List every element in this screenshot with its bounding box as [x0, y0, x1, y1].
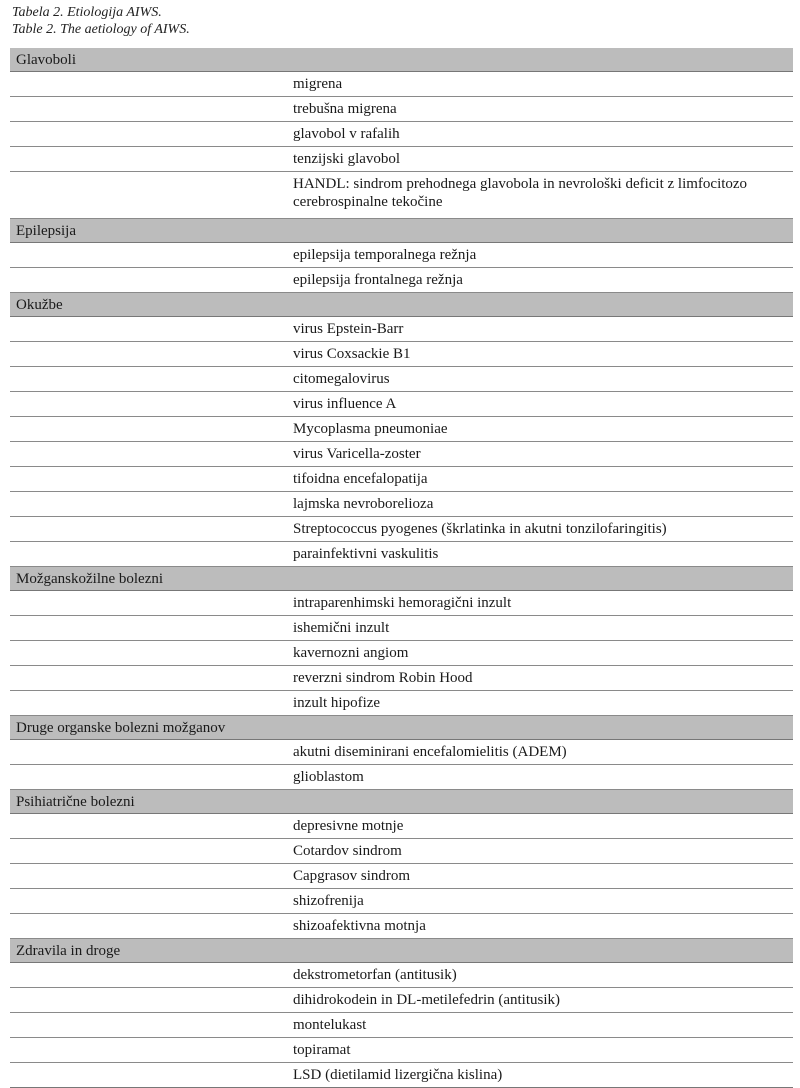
table-row: migrena [10, 72, 793, 97]
table-row: shizoafektivna motnja [10, 914, 793, 939]
table-row: virus Epstein-Barr [10, 317, 793, 342]
table-row: kavernozni angiom [10, 641, 793, 666]
table-row: tifoidna encefalopatija [10, 467, 793, 492]
section-header: Glavoboli [10, 48, 793, 72]
table-row: glioblastom [10, 765, 793, 790]
section-header: Zdravila in droge [10, 939, 793, 963]
section-header: Okužbe [10, 293, 793, 317]
table-row: inzult hipofize [10, 691, 793, 716]
table-row: virus Varicella-zoster [10, 442, 793, 467]
etiology-table [10, 48, 793, 1088]
table-row: shizofrenija [10, 889, 793, 914]
table-row: topiramat [10, 1038, 793, 1063]
table-row: trebušna migrena [10, 97, 793, 122]
table-row: LSD (dietilamid lizergična kislina) [293, 1067, 503, 1083]
table-row: intraparenhimski hemoragični inzult [10, 591, 793, 616]
table-row: lajmska nevroborelioza [10, 492, 793, 517]
table-row: HANDL: sindrom prehodnega glavobola in nevrološki deficit z limfocitozo cerebrospinalne tekočine [10, 172, 793, 219]
table-row: virus Coxsackie B1 [10, 342, 793, 367]
table-row: virus influence A [10, 392, 793, 417]
table-caption [12, 4, 190, 38]
table-row: depresivne motnje [10, 814, 793, 839]
table-row: epilepsija temporalnega režnja [10, 243, 793, 268]
table-row: Capgrasov sindrom [10, 864, 793, 889]
table-row: montelukast [10, 1013, 793, 1038]
table-row: Streptococcus pyogenes (škrlatinka in akutni tonzilofaringitis) [10, 517, 793, 542]
table-row: citomegalovirus [10, 367, 793, 392]
table-row: glavobol v rafalih [10, 122, 793, 147]
table-row: ishemični inzult [10, 616, 793, 641]
table-row: dekstrometorfan (antitusik) [10, 963, 793, 988]
table-row: epilepsija frontalnega režnja [10, 268, 793, 293]
section-header: Možganskožilne bolezni [10, 567, 793, 591]
table-row: Cotardov sindrom [10, 839, 793, 864]
section-header: Epilepsija [10, 219, 793, 243]
caption-slovene: Tabela 2. Etiologija AIWS. [12, 5, 162, 20]
table-row: dihidrokodein in DL-metilefedrin (antitusik) [10, 988, 793, 1013]
table-row: akutni diseminirani encefalomielitis (ADEM) [10, 740, 793, 765]
table-row: parainfektivni vaskulitis [10, 542, 793, 567]
caption-english: Table 2. The aetiology of AIWS. [12, 22, 190, 37]
table-row: tenzijski glavobol [10, 147, 793, 172]
section-header: Psihiatrične bolezni [10, 790, 793, 814]
section-header: Druge organske bolezni možganov [10, 716, 793, 740]
table-row: reverzni sindrom Robin Hood [10, 666, 793, 691]
table-row: Mycoplasma pneumoniae [10, 417, 793, 442]
